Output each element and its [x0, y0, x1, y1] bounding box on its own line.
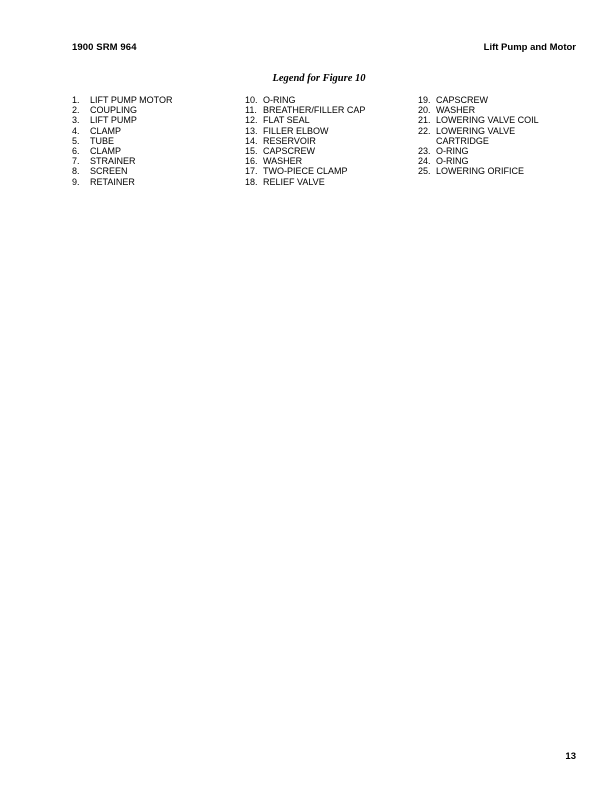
legend-item-text: FLAT SEAL: [263, 115, 310, 126]
legend-item-number: 15.: [245, 146, 258, 157]
legend-item-text: COUPLING: [90, 105, 138, 116]
legend-item-text: TWO-PIECE CLAMP: [263, 166, 348, 177]
legend-item: [72, 177, 173, 187]
legend-item: [418, 95, 539, 105]
legend-title: Legend for Figure 10: [272, 73, 366, 84]
legend-item: [72, 105, 173, 115]
legend-item-text: FILLER ELBOW: [263, 125, 329, 136]
legend-item: [245, 126, 365, 136]
legend-item: [418, 146, 539, 156]
legend-item: [418, 115, 539, 125]
legend-item-text: LOWERING ORIFICE: [436, 166, 525, 177]
legend-item-number: 10.: [245, 95, 258, 105]
legend-item-text: WASHER: [436, 105, 476, 116]
legend-column-1: [72, 95, 173, 187]
legend-item-number: 22.: [418, 125, 431, 136]
legend-item-number: 21.: [418, 115, 431, 126]
legend-item: [418, 156, 539, 166]
legend-item: [418, 126, 539, 146]
legend-item-text: BREATHER/FILLER CAP: [263, 105, 366, 116]
legend-item-number: 9.: [72, 176, 80, 187]
legend-item-number: 20.: [418, 105, 431, 116]
legend-item-text: CLAMP: [90, 125, 122, 136]
legend-item-number: 6.: [72, 146, 80, 157]
legend-item-number: 11.: [245, 105, 257, 116]
legend-item: [72, 156, 173, 166]
legend-item-number: 7.: [72, 156, 80, 167]
legend-item: [245, 177, 365, 187]
legend-item-number: 18.: [245, 176, 258, 187]
legend-item: [72, 95, 173, 105]
legend-item-text: CLAMP: [90, 146, 122, 157]
legend-item: [245, 166, 365, 176]
legend-item-number: 3.: [72, 115, 80, 126]
legend-item-number: 19.: [418, 95, 431, 105]
legend-item: [72, 136, 173, 146]
legend-item: [245, 95, 365, 105]
legend-item-text: RESERVOIR: [263, 135, 316, 146]
legend-item: [72, 146, 173, 156]
legend-column-2: [245, 95, 365, 187]
legend-item-number: 12.: [245, 115, 258, 126]
legend-item-text: O-RING: [263, 95, 296, 105]
legend-item-text: LOWERING VALVE COIL: [436, 115, 539, 126]
legend-item-number: 5.: [72, 135, 80, 146]
legend-column-3: [418, 95, 539, 177]
legend-item-text: CAPSCREW: [436, 95, 489, 105]
legend-item-text: LIFT PUMP MOTOR: [90, 95, 173, 105]
legend-item-text: STRAINER: [90, 156, 136, 167]
legend-item: [245, 105, 365, 115]
legend-item: [418, 166, 539, 176]
legend-item: [72, 166, 173, 176]
legend-item-text: SCREEN: [90, 166, 128, 177]
legend-item-text: CAPSCREW: [263, 146, 316, 157]
legend-item-text: O-RING: [436, 146, 469, 157]
legend-item-text: O-RING: [436, 156, 469, 167]
legend-item: [72, 115, 173, 125]
legend-item-text: WASHER: [263, 156, 303, 167]
legend-item-number: 1.: [72, 95, 80, 105]
page-number: 13: [565, 751, 576, 762]
legend-item: [245, 115, 365, 125]
document-code: 1900 SRM 964: [72, 42, 137, 53]
legend-item-number: 16.: [245, 156, 258, 167]
legend-item-text: LIFT PUMP: [90, 115, 137, 126]
legend-item-number: 23.: [418, 146, 431, 157]
legend-item-number: 17.: [245, 166, 258, 177]
legend-item-number: 2.: [72, 105, 80, 116]
legend-item: [245, 136, 365, 146]
legend-item-number: 8.: [72, 166, 80, 177]
legend-item-text: LOWERING VALVE CARTRIDGE: [436, 125, 516, 146]
legend-item-number: 14.: [245, 135, 258, 146]
legend-item-number: 24.: [418, 156, 431, 167]
legend-item-text: RELIEF VALVE: [263, 176, 325, 187]
legend-item-text: RETAINER: [90, 176, 135, 187]
legend-item-number: 4.: [72, 125, 80, 136]
legend-item-number: 13.: [245, 125, 258, 136]
legend-item: [245, 156, 365, 166]
legend-item: [245, 146, 365, 156]
section-title: Lift Pump and Motor: [483, 42, 576, 53]
legend-item: [72, 126, 173, 136]
legend-item-number: 25.: [418, 166, 431, 177]
legend-item-text: TUBE: [90, 135, 115, 146]
legend-item: [418, 105, 539, 115]
